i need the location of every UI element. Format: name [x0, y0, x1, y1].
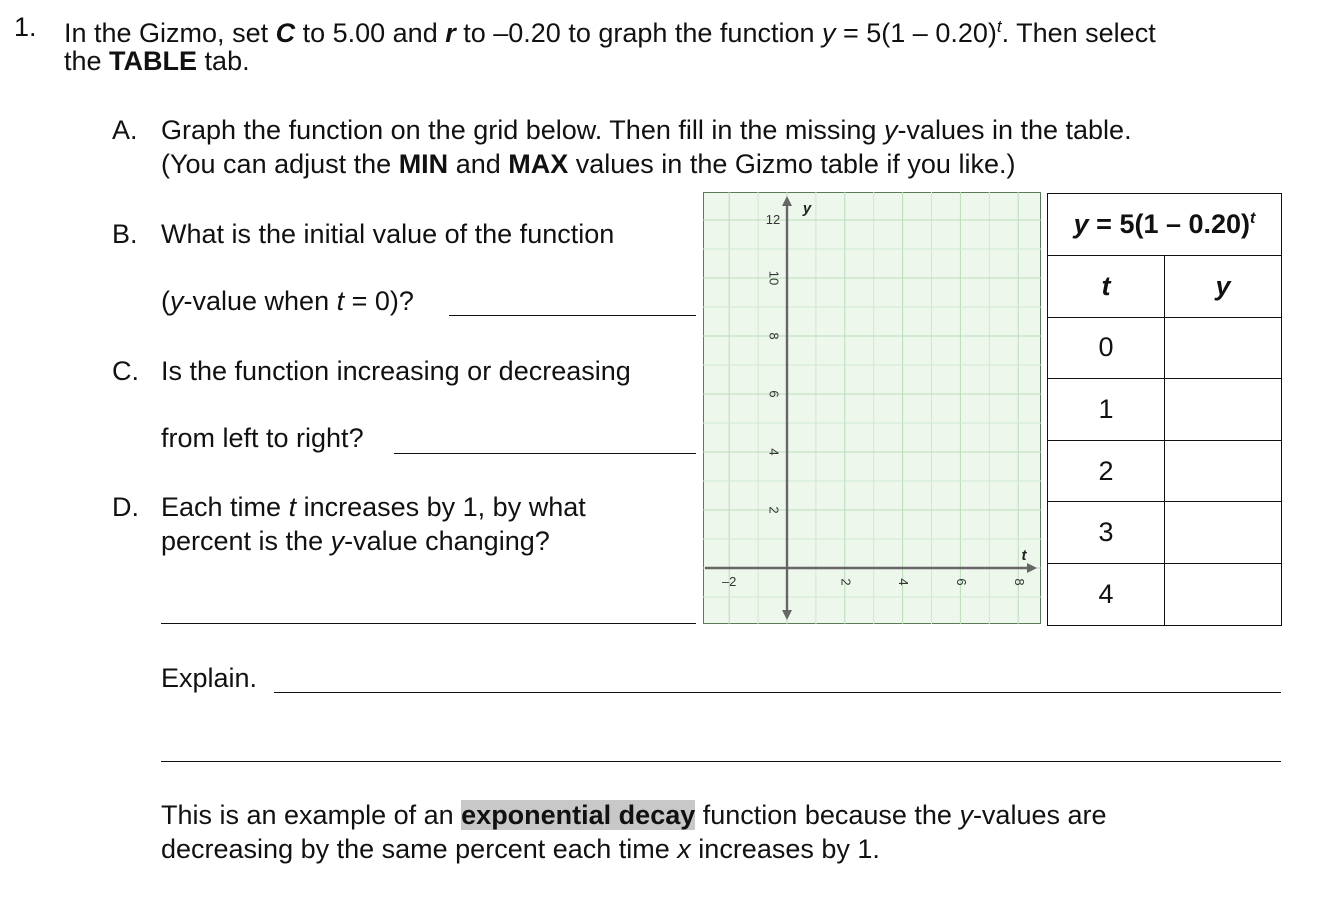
y-tick-label: 12 [765, 212, 781, 227]
conclusion-line-1 [161, 798, 1107, 832]
t-cell: 1 [1048, 379, 1165, 441]
y-tick-label: 10 [766, 270, 782, 286]
highlight-exponential-decay: exponential decay [461, 800, 696, 830]
part-a-line-1 [161, 113, 1132, 147]
explain-line-2[interactable] [161, 761, 1281, 762]
explain-line-1[interactable] [274, 692, 1281, 693]
q1-exponent: t [996, 17, 1002, 36]
cn-text-e: increases by 1. [690, 834, 880, 864]
q1-text-g: tab. [197, 46, 250, 76]
q1-var-y: y [822, 18, 836, 48]
y-tick-label: 6 [766, 390, 782, 398]
explain-label: Explain. [161, 663, 258, 693]
pd-var-t: t [288, 492, 297, 522]
pb-var-t: t [336, 286, 345, 316]
x-tick-label: 2 [838, 578, 854, 586]
q1-text-c: to –0.20 to graph the function [455, 18, 823, 48]
table-title-exp: t [1250, 210, 1256, 227]
answer-line-b[interactable] [449, 315, 696, 316]
t-axis-label: t [1021, 547, 1027, 564]
pd-text-b: increases by 1, by what [296, 492, 586, 522]
y-input-cell[interactable] [1165, 563, 1282, 625]
column-header-y: y [1165, 256, 1282, 318]
part-a-line-2 [161, 147, 1015, 181]
part-d-line-1 [161, 490, 586, 524]
pa-text-b: -values in the table. [897, 115, 1132, 145]
pd-text-d: -value changing? [344, 526, 550, 556]
q1-table-word: TABLE [109, 46, 198, 76]
y-input-cell[interactable] [1165, 379, 1282, 441]
q1-var-r: r [445, 18, 456, 48]
pa-min: MIN [398, 149, 449, 179]
part-d-letter: D. [112, 492, 139, 522]
y-tick-label: 2 [766, 506, 782, 514]
t-cell: 0 [1048, 317, 1165, 379]
t-cell: 4 [1048, 563, 1165, 625]
pa-text-e: values in the Gizmo table if you like.) [568, 149, 1016, 179]
q1-text-f: the [64, 46, 110, 76]
question-number: 1. [14, 12, 37, 42]
q1-var-c: C [275, 18, 296, 48]
conclusion-line-2 [161, 832, 880, 866]
part-d-line-2 [161, 524, 550, 558]
pd-text-c: percent is the [161, 526, 331, 556]
cn-text-a: This is an example of an [161, 800, 462, 830]
y-axis-label: y [802, 200, 812, 217]
pa-var-y: y [883, 115, 898, 145]
x-tick-label: –2 [721, 574, 737, 589]
q1-text-b: to 5.00 and [295, 18, 446, 48]
part-c-line-2: from left to right? [161, 423, 364, 453]
pb-text-a: ( [161, 286, 170, 316]
pb-var-y: y [170, 286, 184, 316]
q1-text-e: . Then select [1001, 18, 1156, 48]
question-line-2 [64, 44, 250, 78]
y-input-cell[interactable] [1165, 440, 1282, 502]
t-cell: 2 [1048, 440, 1165, 502]
t-cell: 3 [1048, 502, 1165, 564]
values-table [1047, 193, 1282, 626]
q1-text-d: = 5(1 – 0.20) [835, 18, 997, 48]
x-tick-label: 8 [1011, 578, 1027, 586]
column-header-t: t [1048, 256, 1165, 318]
table-title-eq: = 5(1 – 0.20) [1088, 209, 1251, 239]
part-c-line-1: Is the function increasing or decreasing [161, 356, 631, 386]
y-input-cell[interactable] [1165, 317, 1282, 379]
y-tick-label: 4 [766, 448, 782, 456]
pd-text-a: Each time [161, 492, 289, 522]
cn-text-c: -values are [972, 800, 1107, 830]
x-tick-label: 4 [896, 578, 912, 586]
cn-text-b: function because the [695, 800, 960, 830]
pa-text-d: and [448, 149, 509, 179]
part-c-letter: C. [112, 356, 139, 386]
x-tick-label: 6 [953, 578, 969, 586]
table-title [1048, 194, 1282, 256]
pb-text-b: -value when [183, 286, 337, 316]
cn-text-d: decreasing by the same percent each time [161, 834, 678, 864]
y-tick-label: 8 [766, 332, 782, 340]
answer-line-c[interactable] [394, 453, 696, 454]
pa-max: MAX [508, 149, 569, 179]
pa-text-c: (You can adjust the [161, 149, 399, 179]
q1-text-a: In the Gizmo, set [64, 18, 276, 48]
part-b-letter: B. [112, 219, 138, 249]
y-input-cell[interactable] [1165, 502, 1282, 564]
cn-var-x: x [677, 834, 691, 864]
grid-border [703, 192, 1041, 624]
part-b-line-2 [161, 284, 414, 318]
part-a-letter: A. [112, 115, 138, 145]
answer-line-d[interactable] [161, 623, 696, 624]
pb-text-c: = 0)? [344, 286, 414, 316]
cn-var-y: y [959, 800, 973, 830]
part-b-line-1: What is the initial value of the function [161, 219, 615, 249]
table-title-y: y [1073, 209, 1089, 239]
coordinate-grid[interactable] [703, 192, 1041, 624]
pd-var-y: y [330, 526, 345, 556]
pa-text-a: Graph the function on the grid below. Then fill in the missing [161, 115, 884, 145]
